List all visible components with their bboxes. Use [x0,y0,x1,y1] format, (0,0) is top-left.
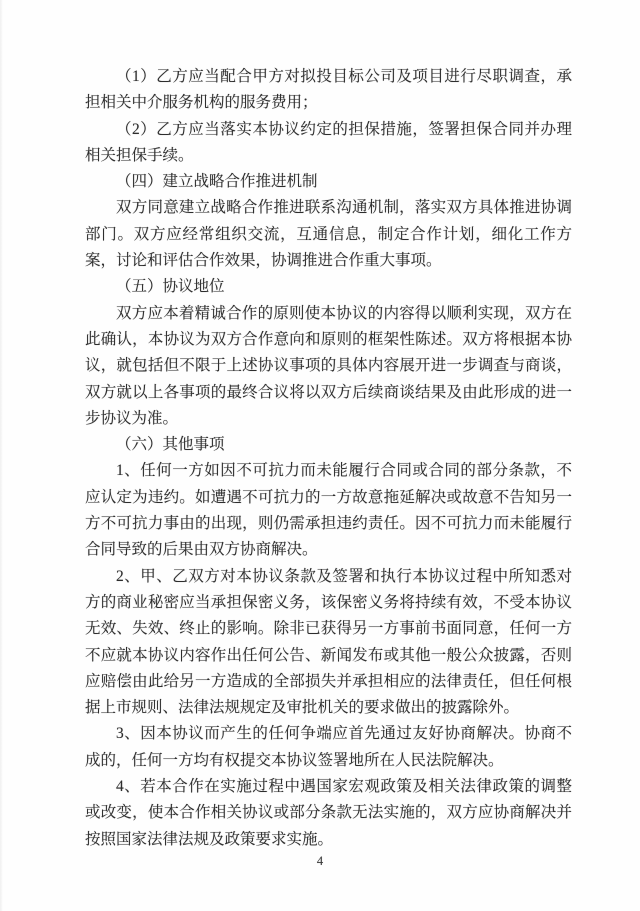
body-paragraph: 4、若本合作在实施过程中遇国家宏观政策及相关法律政策的调整或改变，使本合作相关协议或部分条款无法实施的，双方应协商解决并按照国家法律法规及政策要求实施。 [85,778,572,848]
body-paragraph: 1、任何一方如因不可抗力而未能履行合同或合同的部分条款，不应认定为违约。如遭遇不可抗力的一方故意拖延解决或故意不告知另一方不可抗力事由的出现，则仍需承担违约责任。因不可抗力而未能履行合同导致的后果由双方协商解决。 [85,462,572,559]
body-paragraph: 2、甲、乙双方对本协议条款及签署和执行本协议过程中所知悉对方的商业秘密应当承担保密义务，该保密义务将持续有效，不受本协议无效、失效、终止的影响。除非已获得另一方事前书面同意，任何一方不应就本协议内容作出任何公告、新闻发布或其他一般公众披露，否则应赔偿由此给另一方造成的全部损失并承担相应的法律责任，但任何根据上市规则、法律法规规定及审批机关的要求做出的披露除外。 [85,567,572,717]
body-paragraph: 3、因本协议而产生的任何争端应首先通过友好协商解决。协商不成的，任何一方均有权提交本协议签署地所在人民法院解决。 [85,725,572,769]
document-body [85,64,572,853]
section-heading: （五）协议地位 [116,278,225,296]
scan-edge-artifact [0,0,3,911]
section-heading: （六）其他事项 [116,436,225,454]
body-paragraph: 双方应本着精诚合作的原则使本协议的内容得以顺利实现，双方在此确认，本协议为双方合作意向和原则的框架性陈述。双方将根据本协议，就包括但不限于上述协议事项的具体内容展开进一步调查与商谈，双方就以上各事项的最终合议将以双方后续商谈结果及由此形成的进一步协议为准。 [85,304,572,427]
section-heading: （四）建立战略合作推进机制 [116,173,318,191]
body-paragraph: 双方同意建立战略合作推进联系沟通机制，落实双方具体推进协调部门。双方应经常组织交流，互通信息，制定合作计划，细化工作方案，讨论和评估合作效果，协调推进合作重大事项。 [85,199,572,270]
page-number: 4 [316,854,324,868]
body-paragraph: （2）乙方应当落实本协议约定的担保措施，签署担保合同并办理相关担保手续。 [85,120,572,164]
body-paragraph: （1）乙方应当配合甲方对拟投目标公司及项目进行尽职调查，承担相关中介服务机构的服务费用； [85,68,572,112]
